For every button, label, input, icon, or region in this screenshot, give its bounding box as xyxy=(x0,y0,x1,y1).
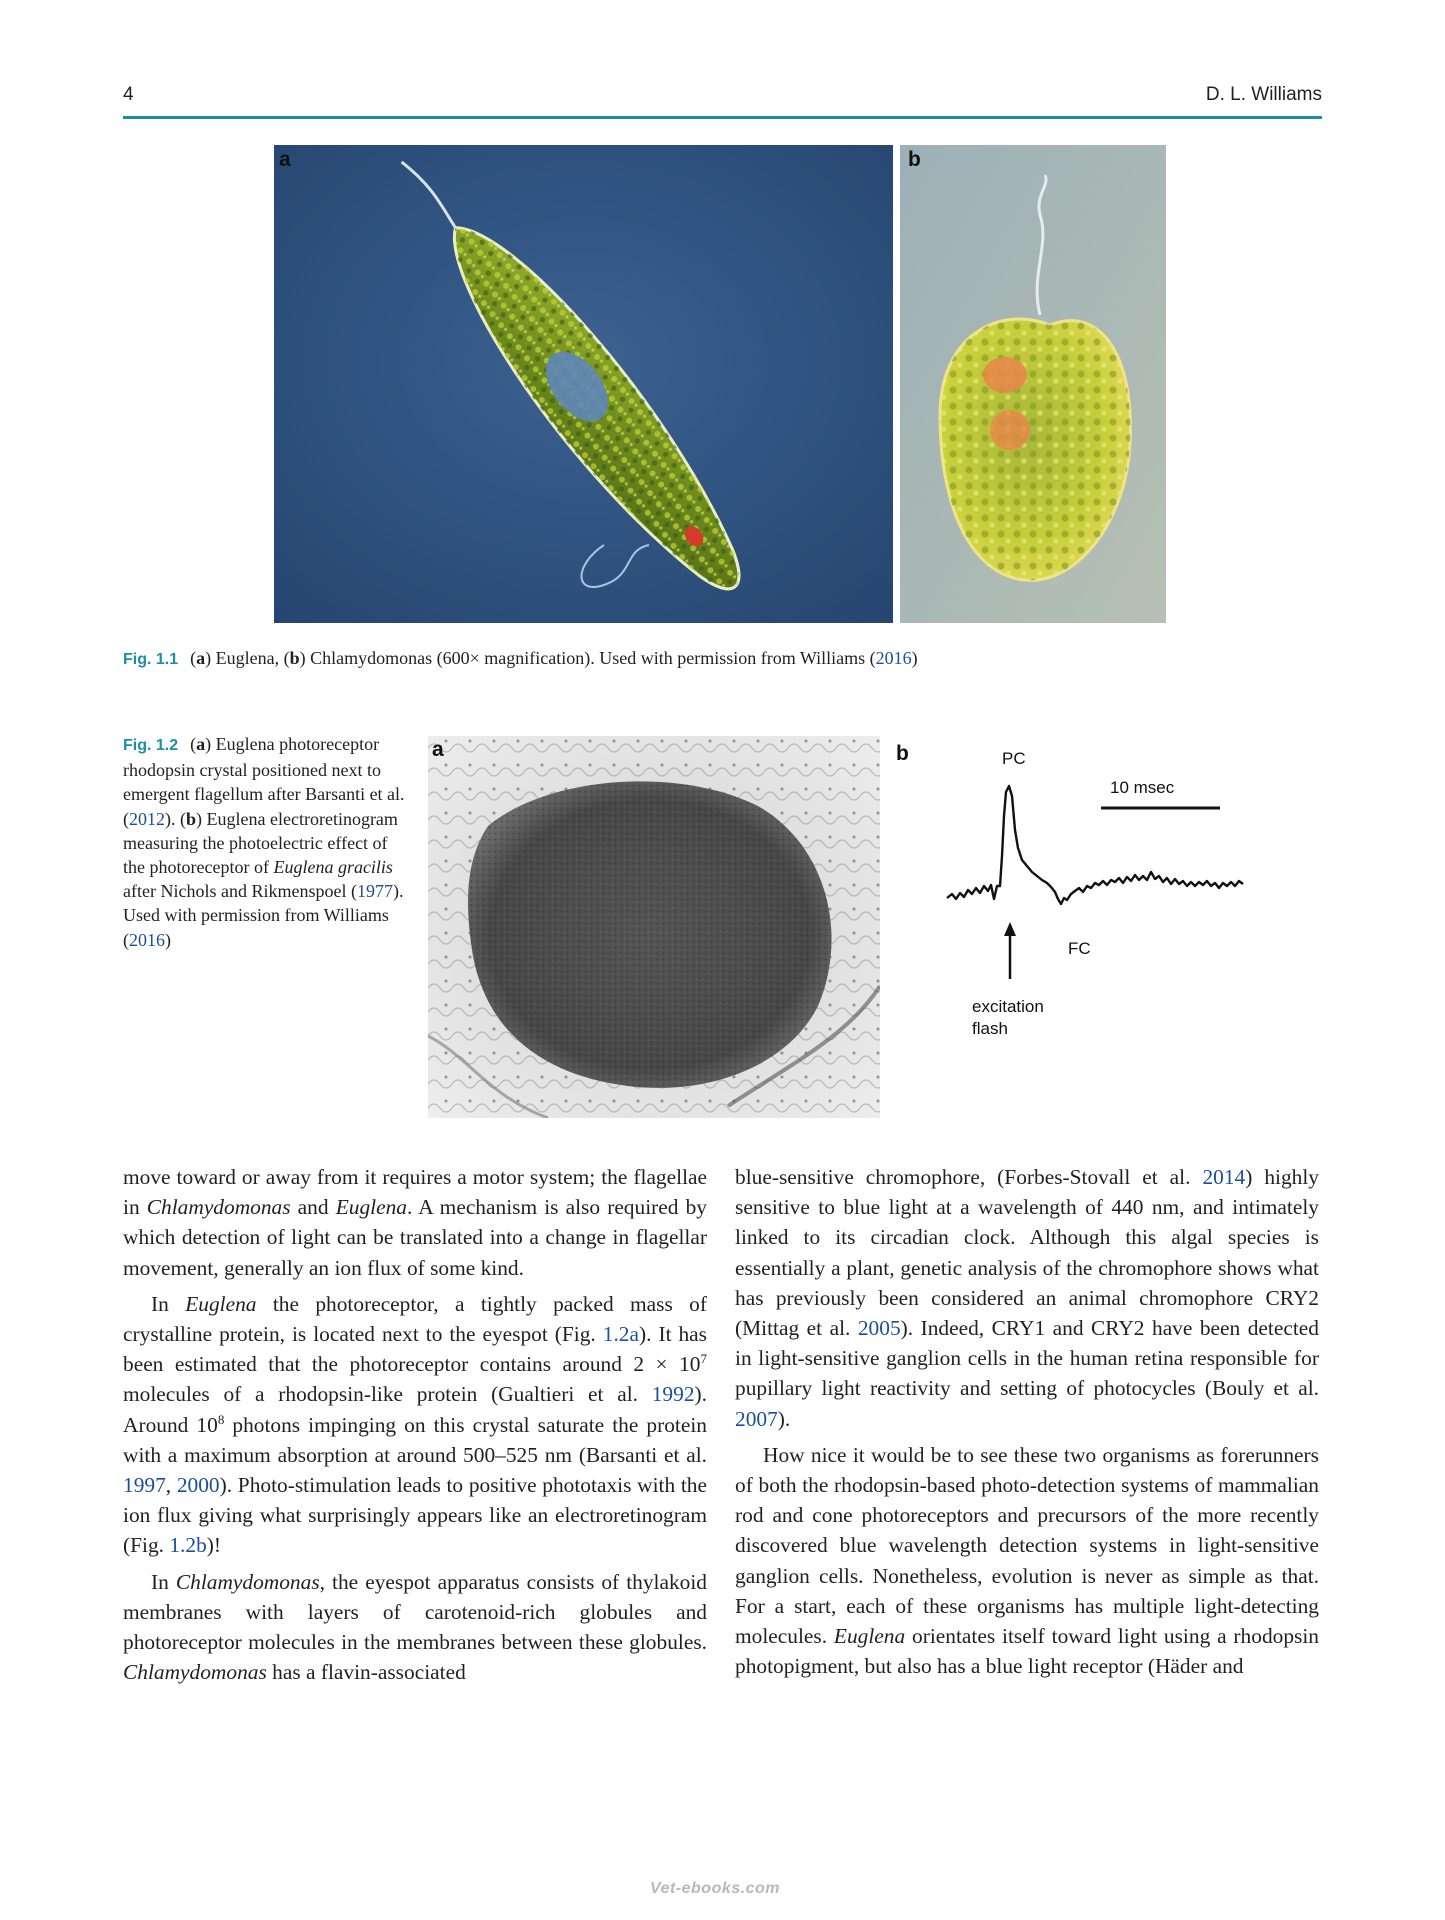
caption-text: Chlamydomonas (600× magnification). Used with permission from Williams xyxy=(310,648,866,668)
citation-link[interactable]: 2005 xyxy=(857,1316,901,1341)
caption-text: Euglena, xyxy=(215,648,280,668)
flash-label: flash xyxy=(972,1019,1008,1038)
watermark: Vet-ebooks.com xyxy=(650,1880,780,1897)
paragraph: blue-sensitive chromophore, (Forbes-Stovall et al. 2014) highly sensitive to blue light at a wavelength of 440 nm, and intimately linked to its circadian clock. Although this algal species is essentially a plant, genetic analysis of the chromophore shows what has previously been considered an animal chromophore CRY2 (Mittag et al. 2005). Indeed, CRY1 and CRY2 have been detected in light-sensitive ganglion cells in the human retina responsible for pupillary light reactivity and setting of photocycles (Bouly et al. 2007). xyxy=(735,1165,1319,1431)
species-name: Euglena gracilis xyxy=(273,857,393,878)
fc-label: FC xyxy=(1068,939,1091,958)
caption-text: Euglena electroretinogram measuring the photoelectric effect of the photoreceptor of xyxy=(123,808,398,878)
panel-letter-b: b xyxy=(908,148,921,171)
figure-1-2-caption: Fig. 1.2 (a) Euglena photoreceptor rhodopsin crystal positioned next to emergent flagellum after Barsanti et al. (2012). (b) Euglena electroretinogram measuring the photoelectric effect of the photoreceptor of Euglena gracilis after Nichols and Rikmenspoel (1977). Used with permission from Williams (2016) xyxy=(123,734,405,950)
citation-link[interactable]: 2000 xyxy=(176,1473,220,1498)
citation-link[interactable]: 2012 xyxy=(129,808,165,829)
panel-letter-a: a xyxy=(279,148,291,171)
pc-label: PC xyxy=(1002,749,1026,768)
citation-link[interactable]: 1977 xyxy=(356,881,393,902)
caption-text: Used with permission from Williams xyxy=(123,905,389,926)
figure-label: Fig. 1.1 xyxy=(123,651,179,668)
erg-trace xyxy=(947,786,1243,904)
figure-1-1-caption: Fig. 1.1 (a) Euglena, (b) Chlamydomonas (600× magnification). Used with permission from Williams (2016) xyxy=(123,648,918,668)
page-number: 4 xyxy=(123,84,134,105)
paragraph: In Euglena the photoreceptor, a tightly packed mass of crystalline protein, is located next to the eyespot (Fig. 1.2a). It has been estimated that the photoreceptor contains around $2 \times 10^7$ molecules of a rhodopsin-like protein (Gualtieri et al. 1992). Around $10^8$ photons impinging on this crystal saturate the protein with a maximum absorption at around 500–525 nm (Barsanti et al. 1997, 2000). Photo-stimulation leads to positive phototaxis with the ion flux giving what surprisingly appears like an electroretinogram (Fig. 1.2b)! xyxy=(123,1291,707,1558)
caption-letter: b xyxy=(186,808,197,829)
paragraph: move toward or away from it requires a motor system; the flagellae in Chlamydomonas and Euglena. A mechanism is also required by which detection of light can be translated into a change in flagellar movement, generally an ion flux of some kind. xyxy=(123,1165,707,1280)
caption-letter: b xyxy=(289,648,300,668)
caption-letter: a xyxy=(196,648,206,668)
panel-letter-b: b xyxy=(896,742,909,765)
caption-text: Euglena photoreceptor rhodopsin crystal positioned next to emergent flagellum after Barsanti et al. xyxy=(123,734,405,805)
caption-text: after Nichols and Rikmenspoel xyxy=(123,881,347,902)
figure-1-1-euglena-image xyxy=(274,145,893,623)
figure-ref-link[interactable]: 1.2a xyxy=(602,1322,639,1347)
figure-1-2-electroretinogram xyxy=(890,736,1330,1076)
flash-arrow-head xyxy=(1004,922,1016,936)
paragraph: In Chlamydomonas, the eyespot apparatus consists of thylakoid membranes with layers of carotenoid-rich globules and photoreceptor molecules in the membranes between these globules. Chlamydomonas has a flavin-associated xyxy=(123,1569,707,1685)
citation-link[interactable]: 2016 xyxy=(875,648,912,668)
flash-label: excitation xyxy=(972,997,1044,1016)
caption-letter: a xyxy=(196,734,206,754)
citation-link[interactable]: 2007 xyxy=(735,1406,778,1431)
paragraph: How nice it would be to see these two organisms as forerunners of both the rhodopsin-based photo-detection systems of mammalian rod and cone photoreceptors and precursors of the more recently discovered blue wavelength detection systems in light-sensitive ganglion cells. Nonetheless, evolution is never as simple as that. For a start, each of these organisms has multiple light-detecting molecules. Euglena orientates itself toward light using a rhodopsin photopigment, but also has a blue light receptor (Häder and xyxy=(735,1442,1319,1679)
body-column-right xyxy=(735,1162,1319,1681)
figure-label: Fig. 1.2 xyxy=(123,737,179,754)
citation-link[interactable]: 2014 xyxy=(1202,1165,1246,1189)
figure-1-2-crystal-micrograph xyxy=(428,736,880,1118)
scale-bar-label: 10 msec xyxy=(1110,778,1175,797)
citation-link[interactable]: 1997 xyxy=(123,1473,166,1498)
running-head-author: D. L. Williams xyxy=(1205,84,1322,105)
panel-letter-a: a xyxy=(432,738,444,761)
body-column-left xyxy=(123,1162,707,1687)
figure-ref-link[interactable]: 1.2b xyxy=(169,1533,207,1558)
citation-link[interactable]: 1992 xyxy=(651,1382,695,1407)
citation-link[interactable]: 2016 xyxy=(129,929,165,950)
header-rule xyxy=(123,116,1322,119)
figure-1-1-chlamydomonas-image xyxy=(900,145,1166,623)
